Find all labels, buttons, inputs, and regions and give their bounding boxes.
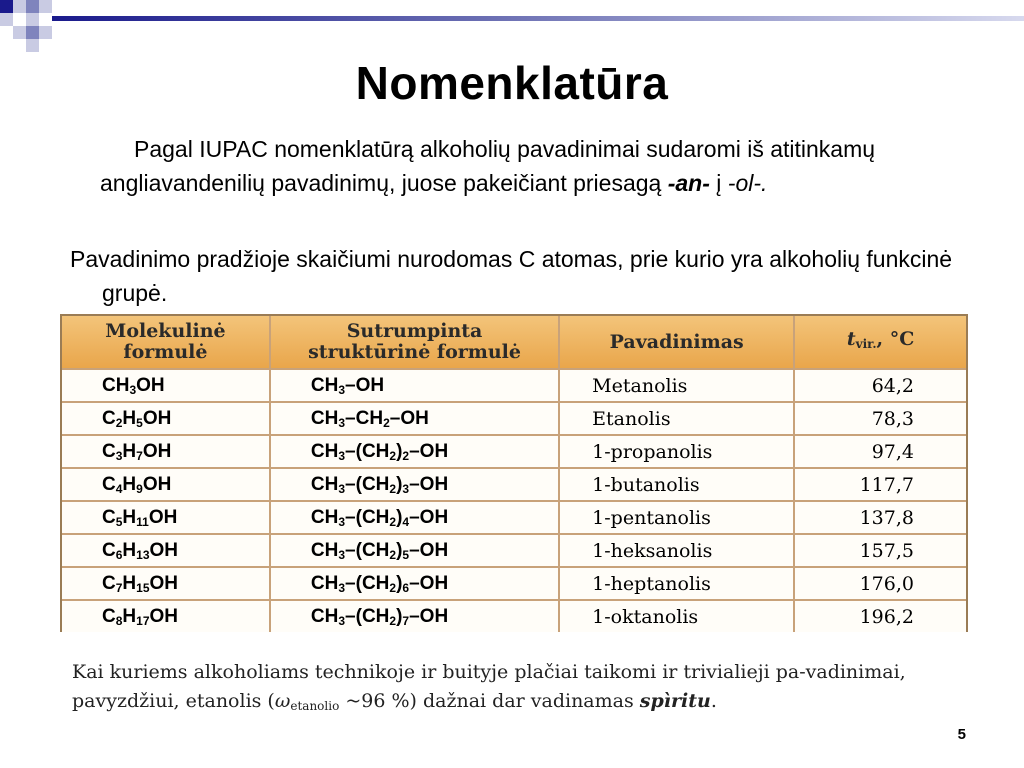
header-name: Pavadinimas — [559, 316, 794, 369]
cell-structural-formula: $CH_3-(CH_2)_2-OH$ — [270, 435, 559, 468]
second-paragraph: Pavadinimo pradžioje skaičiumi nurodomas C atomas, prie kurio yra alkoholių funkcinė grupė. — [70, 246, 953, 306]
cell-structural-formula: $CH_3-(CH_2)_5-OH$ — [270, 534, 559, 567]
table-row — [62, 600, 966, 632]
table-row — [62, 402, 966, 435]
cell-name: 1-pentanolis — [559, 501, 794, 534]
cell-name: 1-heptanolis — [559, 567, 794, 600]
decor-square — [26, 13, 39, 26]
intro-paragraph — [100, 132, 970, 200]
cell-structural-formula: $CH_3-(CH_2)_6-OH$ — [270, 567, 559, 600]
decor-square — [39, 26, 52, 39]
intro-text: Pagal IUPAC nomenklatūrą alkoholių pavadinimai sudaromi iš atitinkamų angliavandenilių pavadinimų, juose pakeičiant priesagą — [100, 136, 876, 196]
table-row — [62, 501, 966, 534]
suffix-from: -an- — [667, 170, 710, 196]
cell-molecular-formula: $C_8H_{17}OH$ — [62, 600, 270, 632]
suffix-to: -ol- — [727, 170, 762, 196]
cell-name: 1-propanolis — [559, 435, 794, 468]
cell-boiling-temp: 117,7 — [794, 468, 966, 501]
footnote-text: Kai kuriems alkoholiams technikoje ir buityje plačiai taikomi ir trivialieji pa-vadinimai, pavyzdžiui, etanolis ($\omega_{etanolio}$ ~96 %) dažnai dar vadinamas spìritu. — [72, 661, 906, 713]
cell-boiling-temp: 97,4 — [794, 435, 966, 468]
cell-structural-formula: $CH_3-(CH_2)_4-OH$ — [270, 501, 559, 534]
table-row — [62, 534, 966, 567]
cell-molecular-formula: $C_3H_7OH$ — [62, 435, 270, 468]
cell-name: Metanolis — [559, 369, 794, 402]
table-body — [62, 369, 966, 632]
cell-name: 1-oktanolis — [559, 600, 794, 632]
decor-square — [13, 0, 26, 13]
footnote-emphasis: spìritu — [639, 690, 711, 712]
cell-boiling-temp: 78,3 — [794, 402, 966, 435]
page-number: 5 — [957, 726, 966, 743]
cell-structural-formula: $CH_3-CH_2-OH$ — [270, 402, 559, 435]
cell-structural-formula: $CH_3-(CH_2)_7-OH$ — [270, 600, 559, 632]
intro-middle: į — [709, 170, 728, 196]
table-row — [62, 369, 966, 402]
cell-structural-formula: $CH_3-(CH_2)_3-OH$ — [270, 468, 559, 501]
cell-name: 1-heksanolis — [559, 534, 794, 567]
cell-molecular-formula: $C_4H_9OH$ — [62, 468, 270, 501]
slide-title: Nomenklatūra — [355, 57, 669, 109]
decor-square — [0, 0, 13, 13]
cell-molecular-formula: $C_6H_{13}OH$ — [62, 534, 270, 567]
cell-boiling-temp: 176,0 — [794, 567, 966, 600]
cell-boiling-temp: 196,2 — [794, 600, 966, 632]
cell-structural-formula: $CH_3-OH$ — [270, 369, 559, 402]
cell-boiling-temp: 157,5 — [794, 534, 966, 567]
decor-square — [26, 0, 39, 13]
decor-square — [39, 0, 52, 13]
alcohols-table-grid — [62, 316, 966, 632]
decor-square — [26, 26, 39, 39]
table-row — [62, 567, 966, 600]
intro-end: . — [761, 170, 768, 196]
decor-square — [13, 26, 26, 39]
cell-name: Etanolis — [559, 402, 794, 435]
header-boiling-temp: $t_{vir.}$, °C — [794, 316, 966, 369]
table-header-row — [62, 316, 966, 369]
cell-name: 1-butanolis — [559, 468, 794, 501]
table-row — [62, 435, 966, 468]
alcohols-table — [60, 314, 968, 632]
decor-square — [0, 13, 13, 26]
cell-molecular-formula: $CH_3OH$ — [62, 369, 270, 402]
cell-molecular-formula: $C_5H_{11}OH$ — [62, 501, 270, 534]
header-molecular-formula: Molekulinė formulė — [62, 316, 270, 369]
cell-molecular-formula: $C_2H_5OH$ — [62, 402, 270, 435]
header-gradient-bar — [52, 16, 1024, 21]
table-row — [62, 468, 966, 501]
omega-symbol: ω — [274, 690, 291, 712]
decor-square — [26, 39, 39, 52]
decor-square — [13, 13, 26, 26]
cell-boiling-temp: 137,8 — [794, 501, 966, 534]
cell-boiling-temp: 64,2 — [794, 369, 966, 402]
cell-molecular-formula: $C_7H_{15}OH$ — [62, 567, 270, 600]
header-structural-formula: Sutrumpinta struktūrinė formulė — [270, 316, 559, 369]
